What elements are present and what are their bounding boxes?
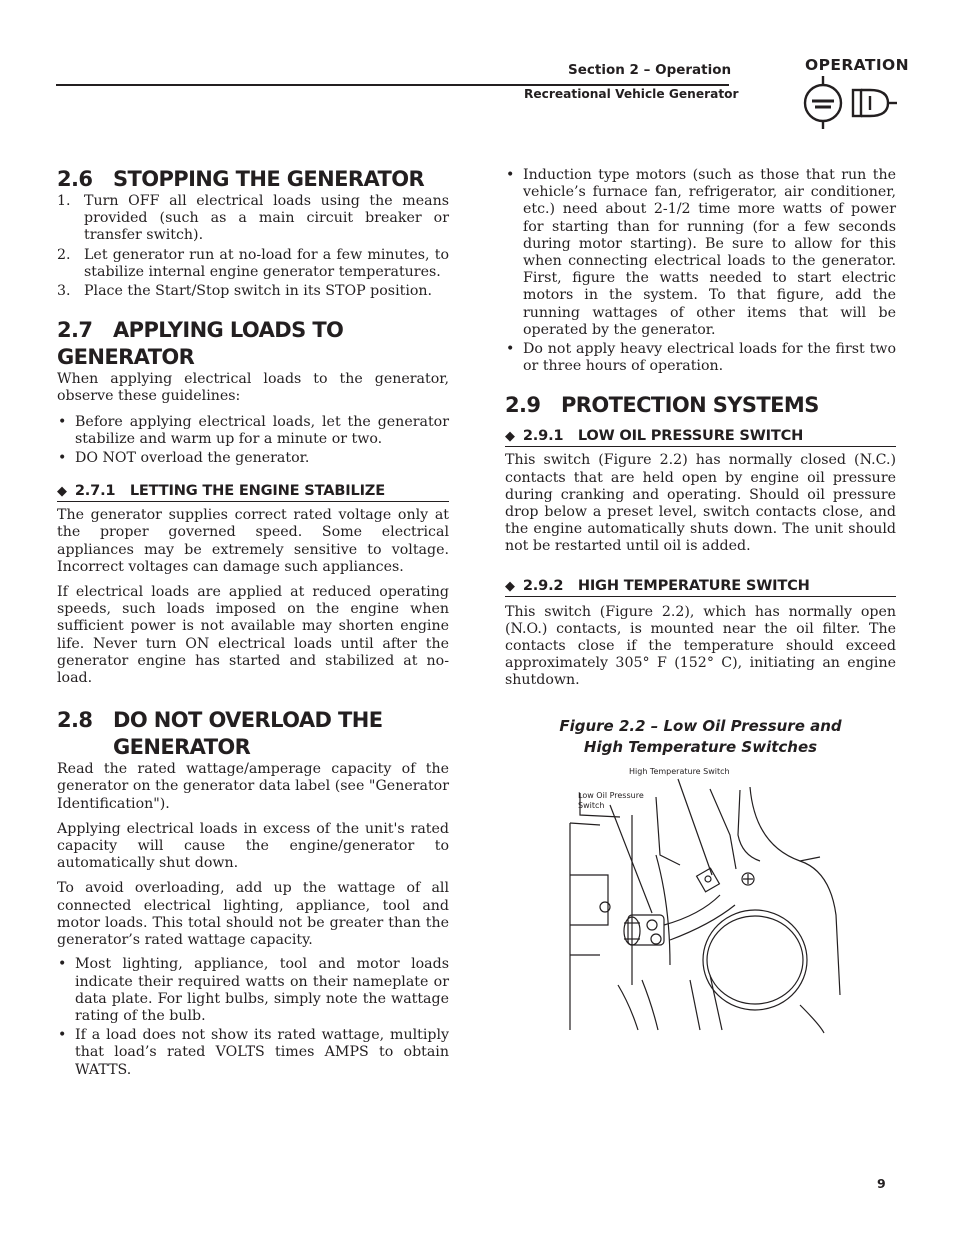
section-title-line-2: GENERATOR bbox=[113, 735, 251, 760]
paragraph: If electrical loads are applied at reduced operating speeds, such loads imposed on the engine when sufficient power is not available may shorten engine life. Never turn ON electrical loads until after the generator engine has started and stabilized at no-load. bbox=[57, 584, 449, 687]
load-bullets-list bbox=[57, 956, 449, 1078]
section-title: STOPPING THE GENERATOR bbox=[113, 167, 425, 191]
header-rule bbox=[56, 84, 729, 86]
heading-2-8 bbox=[57, 707, 449, 761]
diamond-bullet-icon: ◆ bbox=[505, 429, 515, 445]
heading-2-7 bbox=[57, 317, 449, 371]
section-number: 2.9 bbox=[505, 393, 541, 418]
list-item: • Before applying electrical loads, let the generator stabilize and warm up for a minute or two. bbox=[58, 413, 449, 447]
section-number: 2.6 bbox=[57, 167, 93, 191]
paragraph: This switch (Figure 2.2), which has normally open (N.O.) contacts, is mounted near the oil filter. The contacts close if the temperature should exceed approximately 305° F (152° C), initiating an engine shutdown. bbox=[505, 603, 896, 689]
paragraph: Read the rated wattage/amperage capacity of the generator on the generator data label (see "Generator Identification"). bbox=[57, 761, 449, 812]
heading-2-9 bbox=[505, 392, 896, 419]
section-title: DO NOT OVERLOAD THE bbox=[113, 708, 383, 733]
figure-label-low-oil: Low Oil Pressure Switch bbox=[578, 791, 644, 810]
section-number: 2.7 bbox=[57, 318, 93, 343]
subsection-title: LETTING THE ENGINE STABILIZE bbox=[129, 482, 385, 500]
right-column bbox=[505, 167, 896, 690]
heading-2-7-1 bbox=[57, 482, 449, 502]
heading-2-6 bbox=[57, 166, 449, 193]
plug-icon bbox=[800, 76, 900, 130]
figure-caption bbox=[505, 716, 896, 758]
list-item: 2. Let generator run at no-load for a few minutes, to stabilize internal engine generator temperatures. bbox=[57, 246, 449, 280]
left-column bbox=[57, 166, 449, 1081]
paragraph: Applying electrical loads in excess of the unit's rated capacity will cause the engine/generator to automatically shut down. bbox=[57, 820, 449, 872]
section-number: 2.8 bbox=[57, 708, 93, 733]
list-item: 1. Turn OFF all electrical loads using the means provided (such as a main circuit breaker or transfer switch). bbox=[57, 193, 449, 244]
list-item: • DO NOT overload the generator. bbox=[58, 450, 310, 467]
diamond-bullet-icon: ◆ bbox=[57, 484, 67, 500]
operation-badge-label: OPERATION bbox=[805, 56, 909, 74]
section-title: PROTECTION SYSTEMS bbox=[561, 393, 819, 418]
list-item: • Do not apply heavy electrical loads for the first two or three hours of operation. bbox=[506, 341, 896, 375]
guidelines-list bbox=[57, 414, 449, 468]
stopping-steps-list bbox=[57, 193, 449, 300]
subsection-title: LOW OIL PRESSURE SWITCH bbox=[577, 427, 804, 445]
list-item: • Most lighting, appliance, tool and motor loads indicate their required watts on their nameplate or data plate. For light bulbs, simply note the wattage rating of the bulb. bbox=[58, 956, 449, 1024]
list-item: • If a load does not show its rated wattage, multiply that load’s rated VOLTS times AMPS to obtain WATTS. bbox=[58, 1027, 449, 1078]
figure-caption-line-2: High Temperature Switches bbox=[583, 738, 818, 756]
subsection-number: 2.7.1 bbox=[74, 482, 116, 500]
page-number: 9 bbox=[877, 1176, 886, 1191]
subsection-number: 2.9.2 bbox=[522, 576, 564, 594]
list-item: • Induction type motors (such as those that run the vehicle’s furnace fan, refrigerator, air conditioner, etc.) need about 2-1/2 time more watts of power for starting than for running (for a few seconds during motor starting). Be sure to allow for this when connecting electrical loads to the generator. First, figure the watts needed to start electric motors in the system. To that figure, add the running wattages of other items that will be operated by the generator. bbox=[506, 167, 896, 338]
paragraph: To avoid overloading, add up the wattage of all connected electrical lighting, appliance, tool and motor loads. This total should not be greater than the generator’s rated wattage capacity. bbox=[57, 880, 449, 949]
section-title: APPLYING LOADS TO GENERATOR bbox=[57, 318, 344, 370]
figure-label-high-temp: High Temperature Switch bbox=[629, 767, 730, 776]
engine-illustration bbox=[560, 775, 850, 1037]
subsection-number: 2.9.1 bbox=[522, 427, 564, 445]
paragraph: The generator supplies correct rated voltage only at the proper governed speed. Some electrical appliances may be extremely sensitive to voltage. Incorrect voltages can damage such appliances. bbox=[57, 507, 449, 575]
list-item: 3. Place the Start/Stop switch in its STOP position. bbox=[57, 283, 433, 300]
header-subtitle: Recreational Vehicle Generator bbox=[524, 87, 739, 101]
heading-2-9-1 bbox=[505, 427, 896, 447]
header-section-title: Section 2 – Operation bbox=[568, 62, 732, 78]
figure-caption-line-1: Figure 2.2 – Low Oil Pressure and bbox=[559, 717, 842, 735]
heading-2-9-2 bbox=[505, 577, 896, 597]
subsection-title: HIGH TEMPERATURE SWITCH bbox=[577, 576, 810, 594]
motor-bullets-list bbox=[505, 167, 896, 375]
diamond-bullet-icon: ◆ bbox=[505, 578, 515, 594]
paragraph: When applying electrical loads to the generator, observe these guidelines: bbox=[57, 371, 449, 405]
paragraph: This switch (Figure 2.2) has normally closed (N.C.) contacts that are held open by engine oil pressure during cranking and operating. Should oil pressure drop below a preset level, switch contacts close, and the engine automatically shuts down. The unit should not be restarted until oil is added. bbox=[505, 452, 896, 555]
